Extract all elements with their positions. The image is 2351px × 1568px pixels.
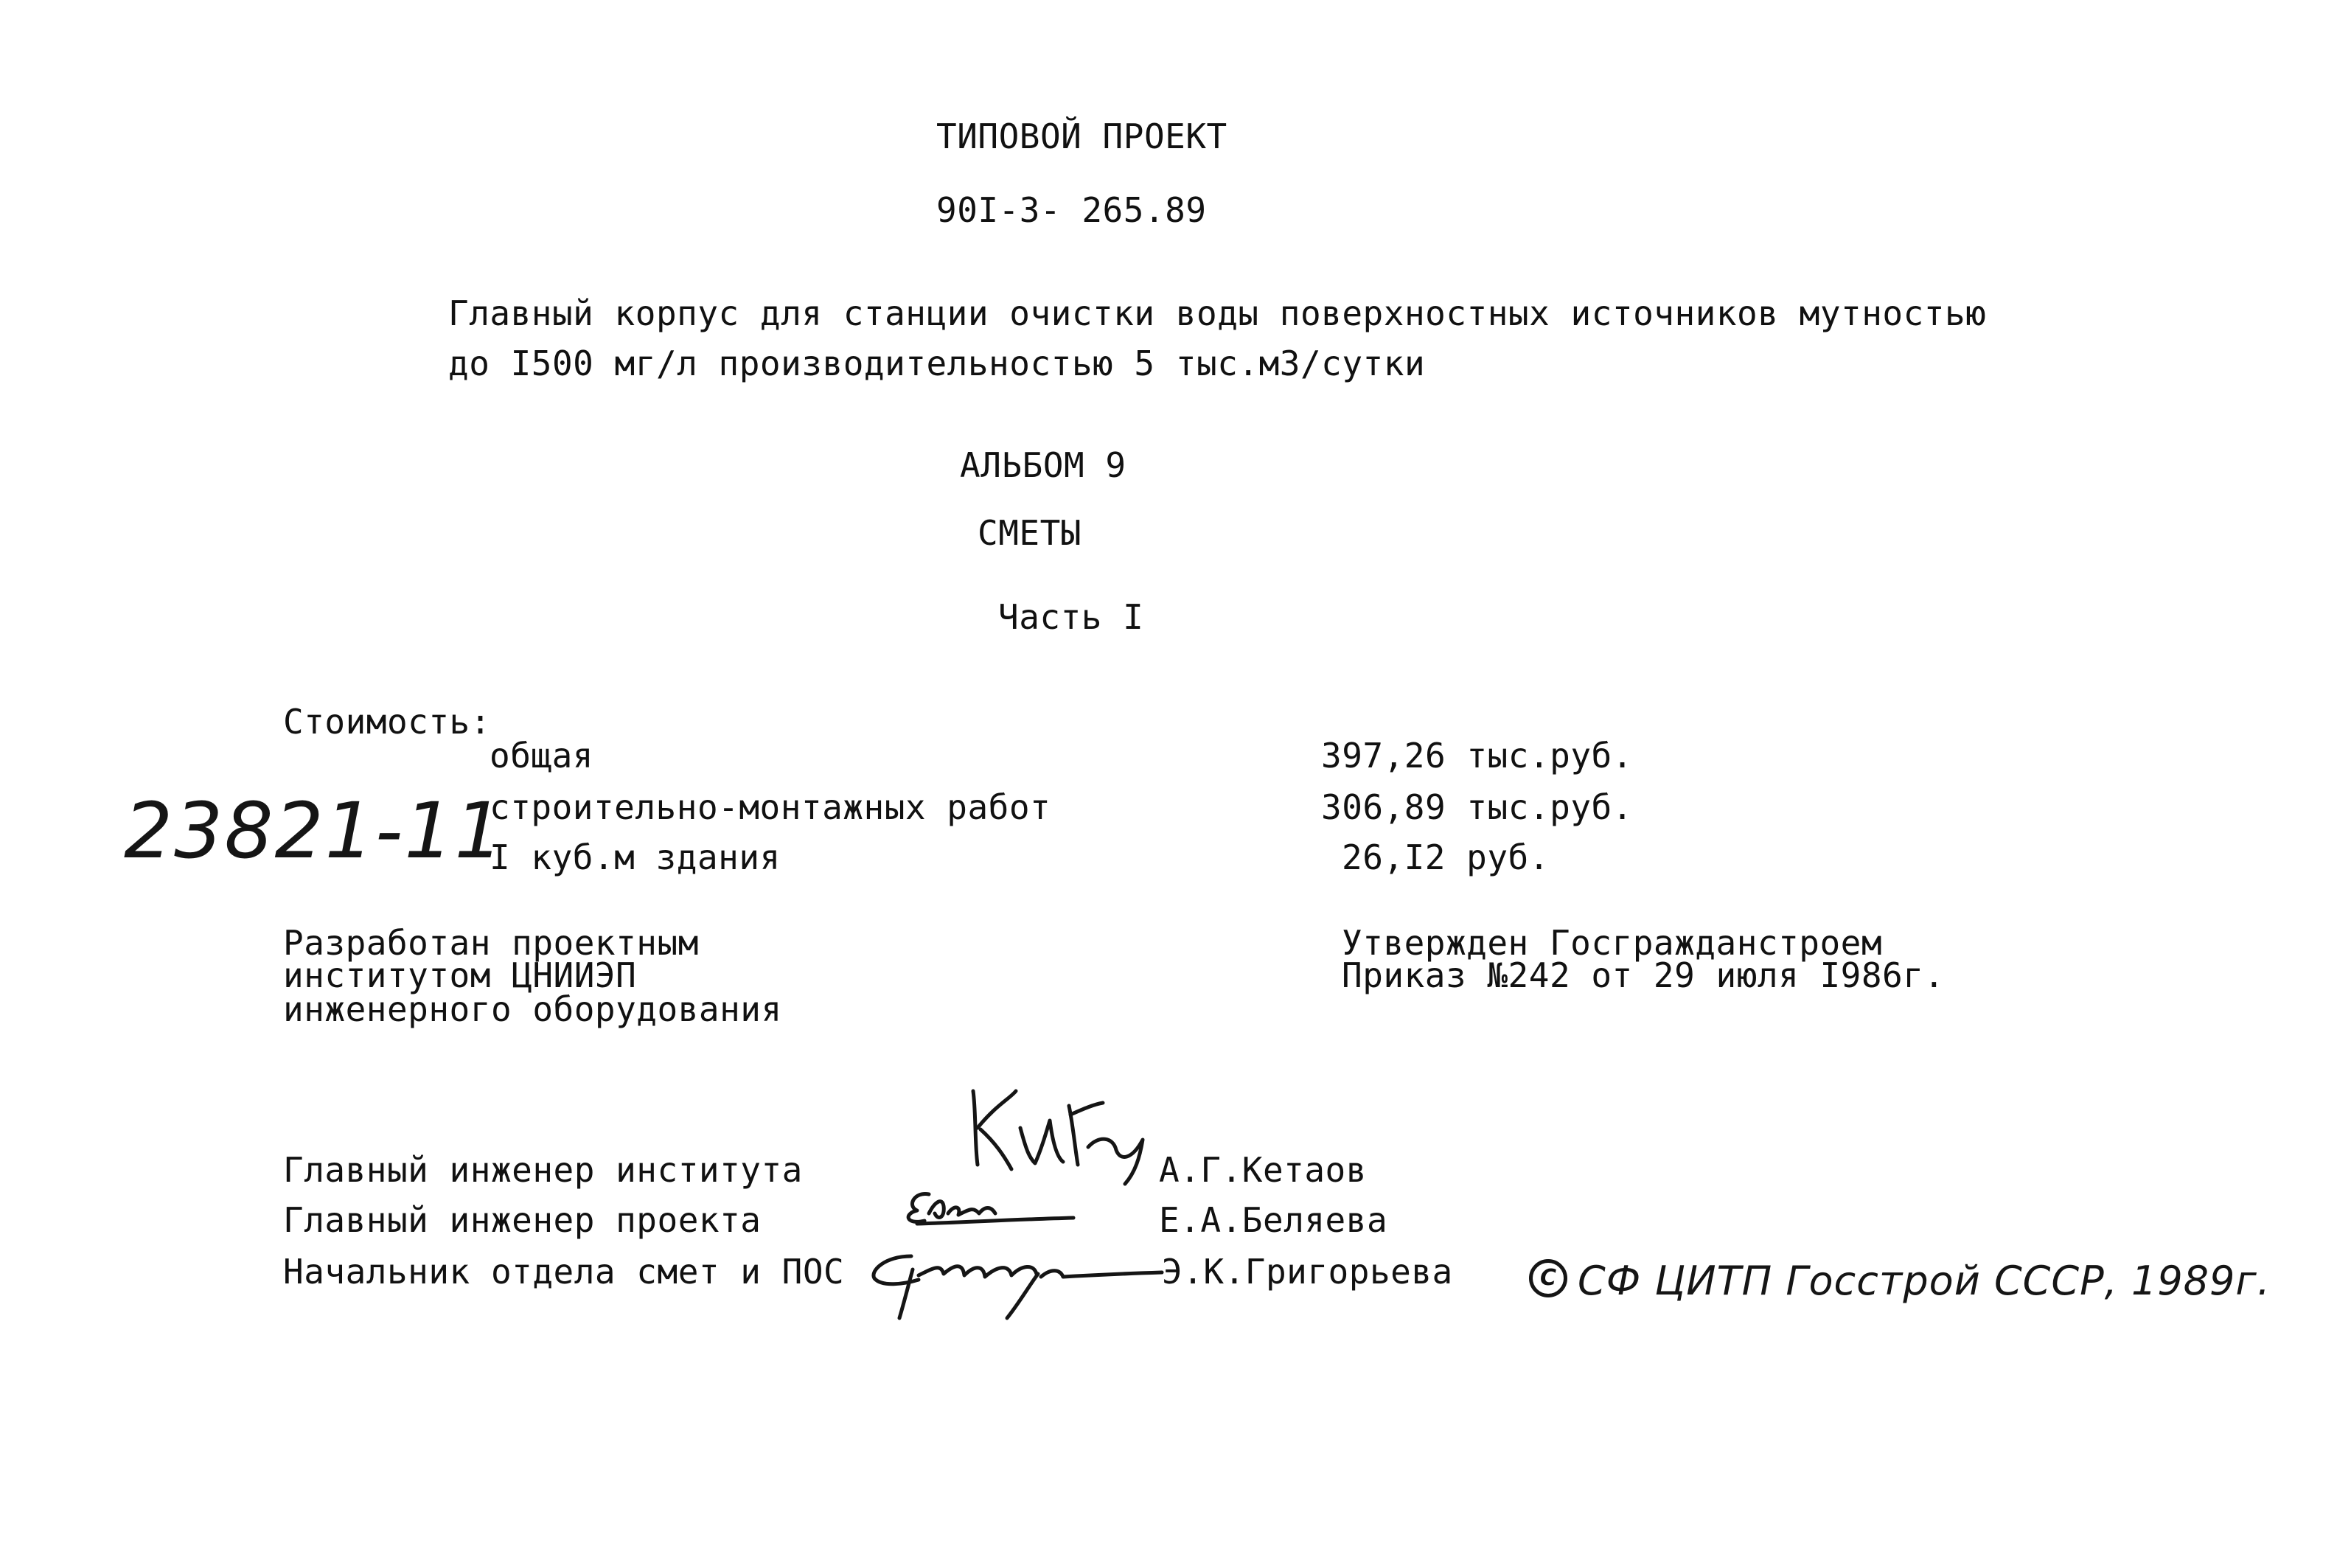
- cost-label: Стоимость:: [283, 702, 491, 742]
- part-number: Часть I: [998, 597, 1144, 637]
- cost-row-construction-name: строительно-монтажных работ: [490, 787, 1051, 827]
- album-number: АЛЬБОМ 9: [960, 445, 1126, 485]
- developer-line-1: Разработан проектным: [283, 923, 699, 963]
- signature-belyaeva: [899, 1184, 1076, 1228]
- signatory-name-chief-engineer-project: Е.А.Беляева: [1159, 1200, 1388, 1240]
- section-title: СМЕТЫ: [978, 513, 1082, 553]
- cost-row-construction-value: 306,89 тыс.руб.: [1321, 787, 1633, 827]
- copyright-circle-icon: С: [1529, 1259, 1567, 1297]
- cost-row-per-cubic-meter-value: 26,I2 руб.: [1342, 837, 1550, 877]
- inventory-number-handwritten: 23821-11: [124, 786, 505, 876]
- copyright-handwritten-text: СФ ЦИТП Госстрой СССР, 1989г.: [1578, 1258, 2271, 1304]
- signatory-name-head-of-estimates: Э.К.Григорьева: [1162, 1252, 1453, 1292]
- signatory-role-head-of-estimates: Начальник отдела смет и ПОС: [283, 1252, 845, 1292]
- signature-ketaov: [958, 1076, 1150, 1187]
- cost-row-total-name: общая: [490, 736, 593, 776]
- developer-line-2: институтом ЦНИИЭП: [283, 955, 637, 995]
- signatory-role-chief-engineer-project: Главный инженер проекта: [283, 1200, 762, 1240]
- cost-row-per-cubic-meter-name: I куб.м здания: [490, 837, 781, 877]
- approval-line-1: Утвержден Госгражданстроем: [1342, 923, 1883, 963]
- signatory-role-chief-engineer-institute: Главный инженер института: [283, 1150, 803, 1190]
- project-title-line-1: Главный корпус для станции очистки воды поверхностных источников мутностью: [448, 293, 1987, 333]
- project-type-heading: ТИПОВОЙ ПРОЕКТ: [936, 116, 1227, 156]
- signatory-name-chief-engineer-institute: А.Г.Кетаов: [1159, 1150, 1367, 1190]
- project-title-line-2: до I500 мг/л производительностью 5 тыс.м3/сутки: [448, 344, 1426, 383]
- cost-row-total-value: 397,26 тыс.руб.: [1321, 736, 1633, 776]
- signature-grigorieva: [867, 1241, 1177, 1323]
- project-number: 90I-3- 265.89: [936, 190, 1207, 230]
- developer-line-3: инженерного оборудования: [283, 989, 782, 1029]
- approval-line-2: Приказ №242 от 29 июля I986г.: [1342, 955, 1945, 995]
